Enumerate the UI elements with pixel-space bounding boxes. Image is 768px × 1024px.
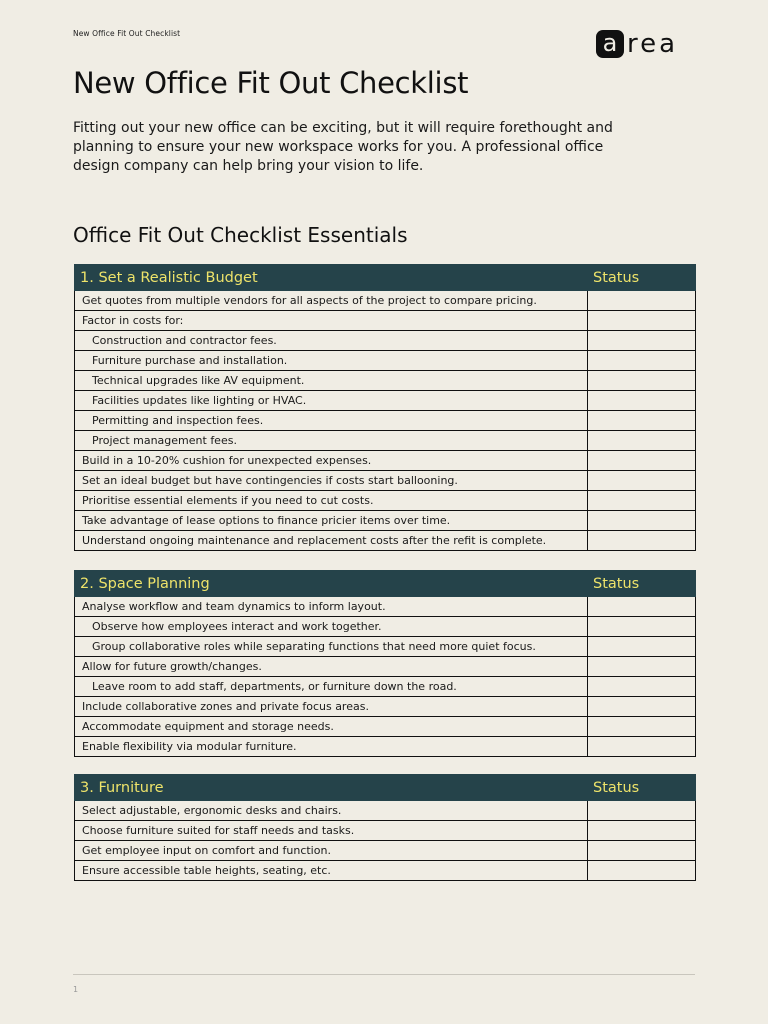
status-cell[interactable] <box>588 657 696 677</box>
status-cell[interactable] <box>588 511 696 531</box>
checklist-item-text: Get employee input on comfort and function. <box>75 841 588 861</box>
status-cell[interactable] <box>588 697 696 717</box>
checklist-row <box>75 697 696 717</box>
checklist-row <box>75 737 696 757</box>
checklist-row <box>75 531 696 551</box>
checklist-item-text: Select adjustable, ergonomic desks and chairs. <box>75 801 588 821</box>
checklist-row <box>75 331 696 351</box>
table-body <box>75 801 696 881</box>
checklist-row <box>75 657 696 677</box>
checklist-row <box>75 597 696 617</box>
logo-letter-mark: a <box>596 30 624 58</box>
checklist-row <box>75 801 696 821</box>
status-cell[interactable] <box>588 391 696 411</box>
status-cell[interactable] <box>588 737 696 757</box>
status-cell[interactable] <box>588 351 696 371</box>
table-header-row <box>75 571 696 597</box>
checklist-item-text: Choose furniture suited for staff needs and tasks. <box>75 821 588 841</box>
checklist-row <box>75 821 696 841</box>
status-cell[interactable] <box>588 451 696 471</box>
checklist-item-text: Prioritise essential elements if you need to cut costs. <box>75 491 588 511</box>
checklist-item-text: Enable flexibility via modular furniture. <box>75 737 588 757</box>
table-body <box>75 291 696 551</box>
table-heading: 1. Set a Realistic Budget <box>75 265 588 291</box>
status-cell[interactable] <box>588 291 696 311</box>
checklist-row <box>75 431 696 451</box>
checklist-row <box>75 617 696 637</box>
table-body <box>75 597 696 757</box>
checklist-item-text: Accommodate equipment and storage needs. <box>75 717 588 737</box>
checklist-row <box>75 351 696 371</box>
status-column-header: Status <box>588 265 696 291</box>
checklist-row <box>75 411 696 431</box>
status-column-header: Status <box>588 571 696 597</box>
intro-paragraph: Fitting out your new office can be exciting, but it will require forethought and planning to ensure your new workspace works for you. A professional office design company can help bring your vision to life. <box>73 120 613 174</box>
furniture-checklist-table <box>74 774 696 881</box>
table-heading: 3. Furniture <box>75 775 588 801</box>
page-title: New Office Fit Out Checklist <box>73 66 469 100</box>
status-cell[interactable] <box>588 821 696 841</box>
status-cell[interactable] <box>588 717 696 737</box>
checklist-item-text: Ensure accessible table heights, seating, etc. <box>75 861 588 881</box>
status-cell[interactable] <box>588 471 696 491</box>
checklist-row <box>75 841 696 861</box>
status-cell[interactable] <box>588 637 696 657</box>
section-heading: Office Fit Out Checklist Essentials <box>73 223 408 247</box>
status-cell[interactable] <box>588 431 696 451</box>
status-cell[interactable] <box>588 677 696 697</box>
area-logo <box>596 30 678 58</box>
checklist-item-text: Technical upgrades like AV equipment. <box>75 371 588 391</box>
checklist-item-text: Observe how employees interact and work together. <box>75 617 588 637</box>
table-header-row <box>75 775 696 801</box>
table-heading: 2. Space Planning <box>75 571 588 597</box>
status-cell[interactable] <box>588 531 696 551</box>
status-cell[interactable] <box>588 491 696 511</box>
checklist-row <box>75 677 696 697</box>
checklist-item-text: Allow for future growth/changes. <box>75 657 588 677</box>
checklist-row <box>75 371 696 391</box>
checklist-row <box>75 861 696 881</box>
checklist-row <box>75 311 696 331</box>
checklist-row <box>75 451 696 471</box>
checklist-item-text: Get quotes from multiple vendors for all aspects of the project to compare pricing. <box>75 291 588 311</box>
budget-checklist-table <box>74 264 696 551</box>
page-number: 1 <box>73 985 79 994</box>
checklist-item-text: Project management fees. <box>75 431 588 451</box>
checklist-item-text: Facilities updates like lighting or HVAC. <box>75 391 588 411</box>
checklist-row <box>75 471 696 491</box>
status-cell[interactable] <box>588 411 696 431</box>
checklist-item-text: Analyse workflow and team dynamics to inform layout. <box>75 597 588 617</box>
status-cell[interactable] <box>588 597 696 617</box>
status-cell[interactable] <box>588 841 696 861</box>
checklist-item-text: Factor in costs for: <box>75 311 588 331</box>
checklist-row <box>75 637 696 657</box>
logo-wordmark: rea <box>627 29 679 59</box>
checklist-row <box>75 491 696 511</box>
status-column-header: Status <box>588 775 696 801</box>
checklist-item-text: Group collaborative roles while separating functions that need more quiet focus. <box>75 637 588 657</box>
checklist-row <box>75 391 696 411</box>
status-cell[interactable] <box>588 617 696 637</box>
status-cell[interactable] <box>588 331 696 351</box>
checklist-item-text: Build in a 10-20% cushion for unexpected expenses. <box>75 451 588 471</box>
checklist-item-text: Understand ongoing maintenance and replacement costs after the refit is complete. <box>75 531 588 551</box>
checklist-row <box>75 291 696 311</box>
checklist-row <box>75 511 696 531</box>
status-cell[interactable] <box>588 861 696 881</box>
running-header: New Office Fit Out Checklist <box>73 29 181 38</box>
status-cell[interactable] <box>588 371 696 391</box>
status-cell[interactable] <box>588 311 696 331</box>
checklist-row <box>75 717 696 737</box>
checklist-item-text: Leave room to add staff, departments, or furniture down the road. <box>75 677 588 697</box>
status-cell[interactable] <box>588 801 696 821</box>
checklist-item-text: Furniture purchase and installation. <box>75 351 588 371</box>
checklist-item-text: Set an ideal budget but have contingencies if costs start ballooning. <box>75 471 588 491</box>
table-header-row <box>75 265 696 291</box>
checklist-item-text: Take advantage of lease options to finance pricier items over time. <box>75 511 588 531</box>
checklist-item-text: Permitting and inspection fees. <box>75 411 588 431</box>
checklist-item-text: Include collaborative zones and private focus areas. <box>75 697 588 717</box>
space-planning-checklist-table <box>74 570 696 757</box>
footer-divider <box>73 974 695 975</box>
checklist-item-text: Construction and contractor fees. <box>75 331 588 351</box>
